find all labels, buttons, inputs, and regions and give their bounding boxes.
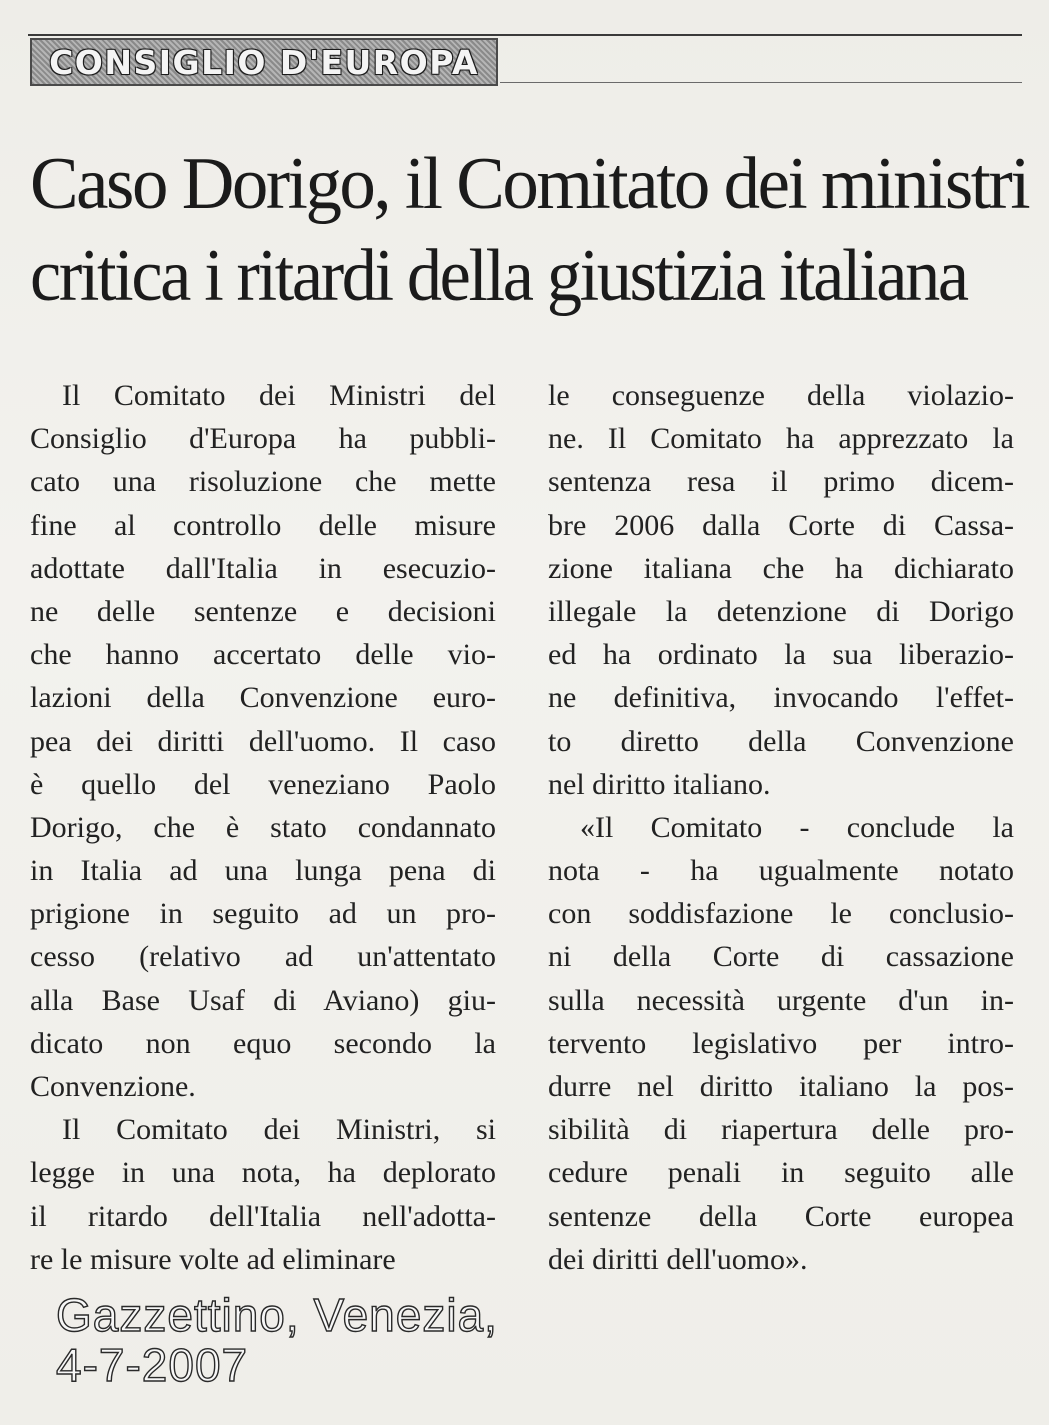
section-label-text: CONSIGLIO D'EUROPA — [49, 42, 479, 82]
text-line: nota - ha ugualmente notato — [548, 854, 1014, 888]
text-line: lazioni della Convenzione euro- — [30, 681, 496, 715]
source-date: 4-7-2007 — [56, 1339, 249, 1391]
text-line: Convenzione. — [30, 1070, 196, 1103]
text-line: in Italia ad una lunga pena di — [30, 854, 496, 888]
text-line: sibilità di riapertura delle pro- — [548, 1113, 1014, 1147]
text-line: zione italiana che ha dichiarato — [548, 551, 1014, 585]
headline — [30, 138, 1030, 322]
text-line: Il Comitato dei Ministri, si — [62, 1113, 496, 1147]
text-line: dicato non equo secondo la — [30, 1026, 496, 1060]
text-line: re le misure volte ad eliminare — [30, 1242, 396, 1276]
text-line: sulla necessità urgente d'un in- — [548, 983, 1014, 1017]
text-line: che hanno accertato delle vio- — [30, 638, 496, 672]
text-line: «Il Comitato - conclude la — [580, 810, 1014, 844]
text-line: alla Base Usaf di Aviano) giu- — [30, 983, 496, 1017]
headline-line-1: Caso Dorigo, il Comitato dei ministri — [30, 143, 1029, 225]
text-line: con soddisfazione le conclusio- — [548, 897, 1014, 931]
article-column-left — [30, 374, 496, 1281]
source-caption — [56, 1290, 498, 1390]
text-line: sentenze della Corte europea — [548, 1199, 1014, 1233]
text-line: pea dei diritti dell'uomo. Il caso — [30, 724, 496, 758]
text-line: legge in una nota, ha deplorato — [30, 1156, 496, 1190]
text-line: ni della Corte di cassazione — [548, 940, 1014, 974]
text-line: sentenza resa il primo dicem- — [548, 465, 1014, 499]
text-line: ne delle sentenze e decisioni — [30, 594, 496, 628]
text-line: cato una risoluzione che mette — [30, 465, 496, 499]
text-line: bre 2006 dalla Corte di Cassa- — [548, 508, 1014, 542]
text-line: ed ha ordinato la sua liberazio- — [548, 638, 1014, 672]
text-line: fine al controllo delle misure — [30, 508, 496, 542]
text-line: nel diritto italiano. — [548, 767, 771, 801]
top-rule — [28, 34, 1022, 36]
text-line: cesso (relativo ad un'attentato — [30, 940, 496, 974]
text-line: è quello del veneziano Paolo — [30, 767, 496, 801]
text-line: prigione in seguito ad un pro- — [30, 897, 496, 931]
section-label — [30, 38, 498, 86]
article-column-right — [548, 374, 1014, 1281]
text-line: to diretto della Convenzione — [548, 724, 1014, 758]
text-line: durre nel diritto italiano la pos- — [548, 1070, 1014, 1103]
text-line: il ritardo dell'Italia nell'adotta- — [30, 1199, 496, 1233]
text-line: ne definitiva, invocando l'effet- — [548, 681, 1014, 715]
section-rule — [500, 82, 1022, 83]
text-line: ne. Il Comitato ha apprezzato la — [548, 422, 1014, 456]
text-line: Dorigo, che è stato condannato — [30, 810, 496, 844]
headline-line-2: critica i ritardi della giustizia italiana — [30, 235, 967, 317]
text-line: cedure penali in seguito alle — [548, 1156, 1014, 1190]
source-publication: Gazzettino, Venezia, — [56, 1289, 498, 1341]
text-line: dei diritti dell'uomo». — [548, 1242, 808, 1276]
text-line: Il Comitato dei Ministri del — [62, 379, 496, 412]
text-line: Consiglio d'Europa ha pubbli- — [30, 422, 496, 456]
text-line: le conseguenze della violazio- — [548, 379, 1014, 412]
text-line: illegale la detenzione di Dorigo — [548, 594, 1014, 628]
text-line: adottate dall'Italia in esecuzio- — [30, 551, 496, 585]
text-line: tervento legislativo per intro- — [548, 1026, 1014, 1060]
